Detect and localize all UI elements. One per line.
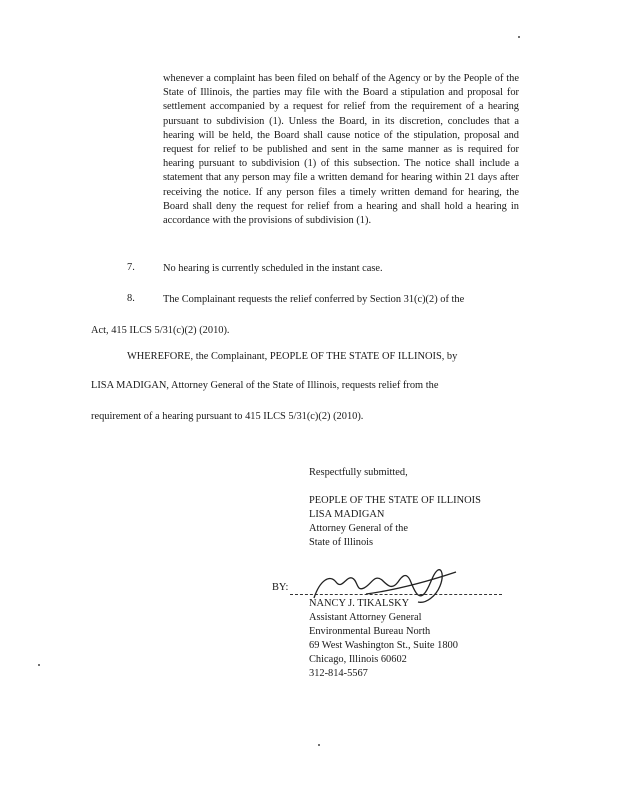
bureau-name: Environmental Bureau North [309,626,431,637]
attorney-name: LISA MADIGAN [309,509,385,520]
city-state-zip: Chicago, Illinois 60602 [309,654,407,665]
paragraph-8-number: 8. [127,293,135,304]
paragraph-8-text: The Complainant requests the relief conferred by Section 31(c)(2) of the [163,294,465,305]
closing-text: Respectfully submitted, [309,467,408,478]
signer-title: Assistant Attorney General [309,612,422,623]
scan-speck [38,664,40,666]
by-label: BY: [272,582,289,593]
phone-number: 312-814-5567 [309,668,368,679]
signer-name: NANCY J. TIKALSKY [309,598,410,609]
wherefore-line-3: requirement of a hearing pursuant to 415 ILCS 5/31(c)(2) (2010). [91,411,364,422]
scan-speck [318,744,320,746]
party-name: PEOPLE OF THE STATE OF ILLINOIS [309,495,481,506]
paragraph-8-continuation: Act, 415 ILCS 5/31(c)(2) (2010). [91,325,230,336]
attorney-title-line-1: Attorney General of the [309,523,408,534]
scan-speck [518,36,520,38]
wherefore-line-2: LISA MADIGAN, Attorney General of the State of Illinois, requests relief from the [91,380,439,391]
paragraph-7-text: No hearing is currently scheduled in the instant case. [163,263,383,274]
paragraph-7-number: 7. [127,262,135,273]
wherefore-line-1: WHEREFORE, the Complainant, PEOPLE OF THE STATE OF ILLINOIS, by [127,351,458,362]
street-address: 69 West Washington St., Suite 1800 [309,640,458,651]
statute-quote-block: whenever a complaint has been filed on behalf of the Agency or by the People of the State of Illinois, the parties may file with the Board a stipulation and proposal for settlement accompanied by a request for relief from the requirement of a hearing pursuant to subdivision (1). Unless the Board, in its discretion, concludes that a hearing will be held, the Board shall cause notice of the stipulation, proposal and request for relief to be published and sent in the same manner as is required for hearing pursuant to subdivision (1) of this subsection. The notice shall include a statement that any person may file a written demand for hearing within 21 days after receiving the notice. If any person files a timely written demand for hearing, the Board shall deny the request for relief from a hearing and shall hold a hearing in accordance with the provisions of subdivision (1). [163,73,519,227]
attorney-title-line-2: State of Illinois [309,537,374,548]
